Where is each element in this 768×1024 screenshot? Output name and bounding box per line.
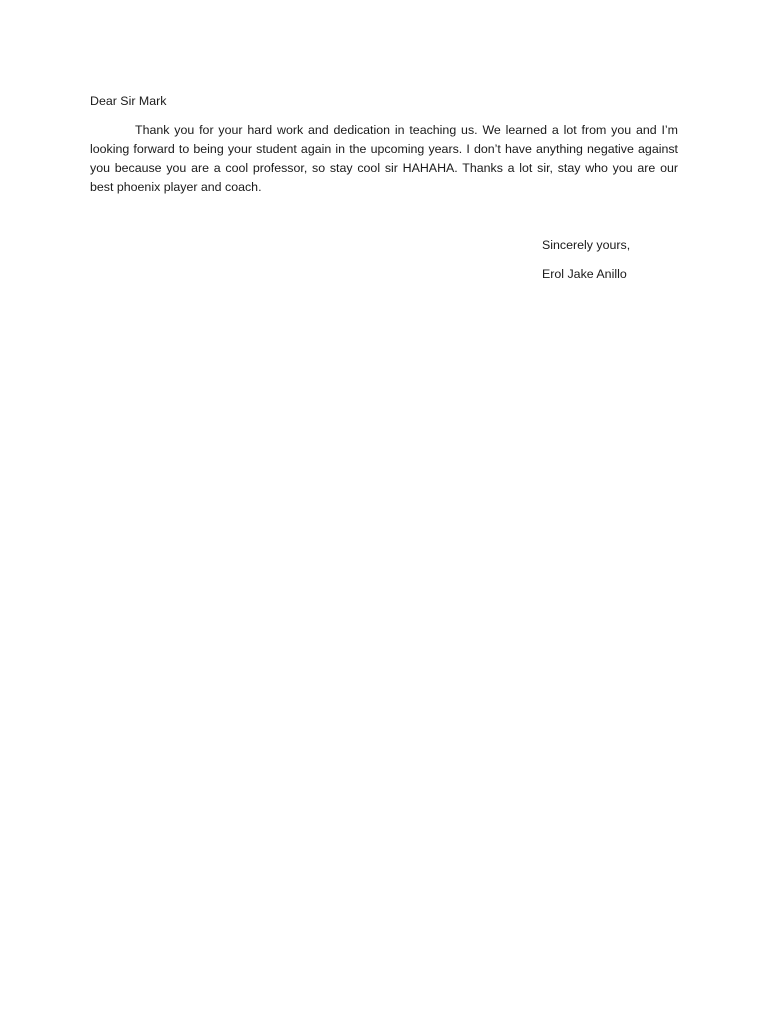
letter-salutation: Dear Sir Mark bbox=[90, 94, 167, 108]
letter-signature-name: Erol Jake Anillo bbox=[542, 267, 627, 281]
letter-closing: Sincerely yours, bbox=[542, 238, 631, 252]
letter-body-paragraph: Thank you for your hard work and dedication in teaching us. We learned a lot from you and I’m looking forward to being your student again in the upcoming years. I don’t have anything negative against you because you are a cool professor, so stay cool sir HAHAHA. Thanks a lot sir, stay who you are our best phoenix player and coach. bbox=[90, 123, 678, 194]
